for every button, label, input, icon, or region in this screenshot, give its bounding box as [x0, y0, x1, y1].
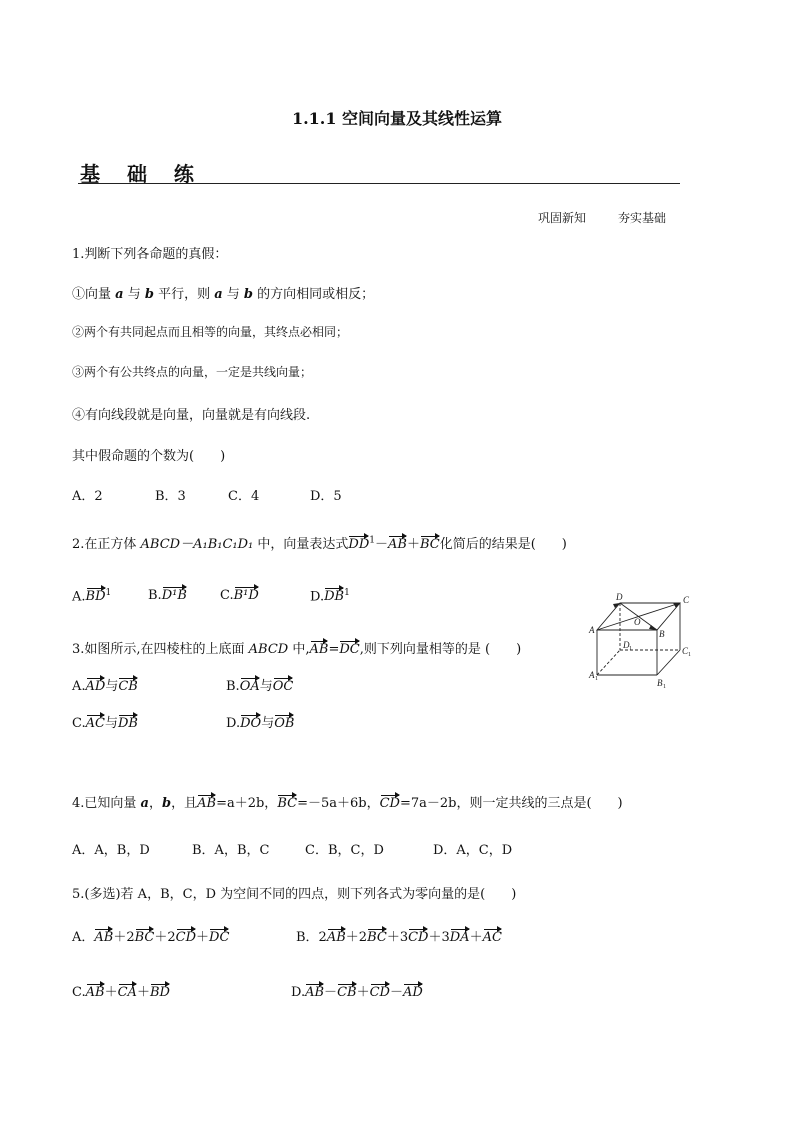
- q3-option-c[interactable]: C.AC与DB: [72, 716, 138, 731]
- fig-label-c1: C: [682, 646, 689, 656]
- fig-label-a: A: [589, 625, 595, 635]
- q2-option-c[interactable]: C.B¹D: [220, 588, 259, 603]
- q5-option-d[interactable]: D.AB－CB＋CD－AD: [291, 985, 423, 1000]
- prism-figure: [585, 590, 695, 690]
- q2-option-d[interactable]: $D.DB^1$: [310, 588, 350, 605]
- q4-stem: 4.已知向量 a，b，且AB=a＋2b，BC=－5a＋6b，CD=7a－2b，则一定共线的三点是( ): [72, 796, 623, 811]
- q4-option-b[interactable]: B．A，B，C: [192, 843, 270, 858]
- q1-option-d[interactable]: D．5: [310, 489, 342, 504]
- q1-option-c[interactable]: C．4: [228, 489, 260, 504]
- fig-label-a1: A: [589, 670, 595, 680]
- q4-option-d[interactable]: D．A，C，D: [433, 843, 513, 858]
- fig-label-o: O: [634, 617, 641, 627]
- svg-text:1: 1: [595, 676, 598, 682]
- tag-consolidate: 巩固新知: [538, 211, 587, 225]
- q1-stem: 1.判断下列各命题的真假：: [72, 247, 228, 262]
- fig-label-b: B: [659, 629, 665, 639]
- q1-option-b[interactable]: B．3: [155, 489, 186, 504]
- svg-text:1: 1: [663, 684, 666, 690]
- q2-option-b[interactable]: B.D¹B: [148, 588, 187, 603]
- q1-statement-1: ①向量 a 与 b 平行，则 a 与 b 的方向相同或相反；: [72, 287, 375, 302]
- q4-option-c[interactable]: C．B，C，D: [305, 843, 384, 858]
- q5-option-c[interactable]: C.AB＋CA＋BD: [72, 985, 170, 1000]
- q1-statement-3: ③两个有公共终点的向量，一定是共线向量；: [72, 365, 313, 379]
- svg-text:1: 1: [688, 652, 691, 658]
- q3-option-d[interactable]: D.DO与OB: [226, 716, 295, 731]
- q1-statement-4: ④有向线段就是向量，向量就是有向线段.: [72, 408, 311, 423]
- q2-stem: 2.在正方体 ABCD－A₁B₁C₁D₁ 中，向量表达式$DD^1-AB+BC$化简后的结果是( ): [72, 535, 567, 552]
- q3-option-a[interactable]: A.AD与CB: [72, 679, 138, 694]
- q5-option-b[interactable]: B．2AB＋2BC＋3CD＋3DA＋AC: [296, 930, 502, 945]
- fig-label-d: D: [616, 592, 623, 602]
- q3-stem: 3.如图所示,在四棱柱的上底面 ABCD 中,AB=DC,则下列向量相等的是 ( ): [72, 642, 522, 657]
- tag-foundation: 夯实基础: [618, 211, 667, 225]
- q3-option-b[interactable]: B.OA与OC: [226, 679, 294, 694]
- section-divider: [78, 183, 680, 184]
- q4-option-a[interactable]: A．A，B，D: [72, 843, 150, 858]
- q5-option-a[interactable]: A．AB＋2BC＋2CD＋DC: [72, 930, 230, 945]
- q1-question: 其中假命题的个数为( ): [72, 449, 226, 464]
- q2-option-a[interactable]: $A.BD^1$: [72, 588, 112, 605]
- section-heading: 基 础 练: [80, 162, 204, 186]
- fig-label-c: C: [683, 595, 690, 605]
- q1-statement-2: ②两个有共同起点而且相等的向量，其终点必相同；: [72, 325, 349, 339]
- q1-option-a[interactable]: A．2: [72, 489, 103, 504]
- svg-text:1: 1: [629, 646, 632, 652]
- fig-label-b1: B: [657, 678, 663, 688]
- q5-stem: 5.(多选)若 A，B，C，D 为空间不同的四点，则下列各式为零向量的是( ): [72, 887, 517, 902]
- page-title: 1.1.1 空间向量及其线性运算: [291, 109, 503, 128]
- fig-label-d1: D: [623, 640, 630, 650]
